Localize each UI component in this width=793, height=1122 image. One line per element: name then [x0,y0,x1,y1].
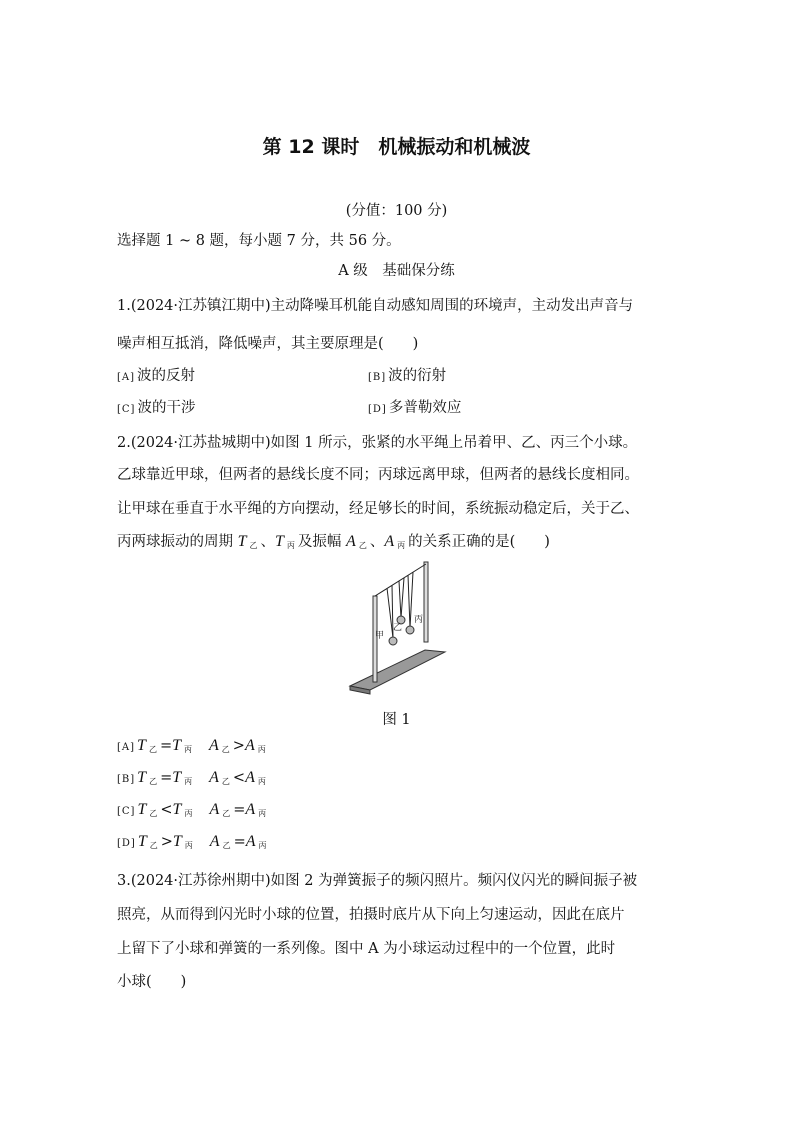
label-bing: 丙 [414,615,424,625]
label-jia: 甲 [375,631,385,641]
option-text: 波的反射 [137,368,196,384]
symbol: T [172,833,182,850]
option-tag: [D] [368,404,387,415]
ball-jia [389,637,397,645]
subscript: 乙 [149,841,158,850]
q2-line: 2.(2024·江苏盐城期中)如图 1 所示，张紧的水平绳上吊着甲、乙、丙三个小球。 [117,435,638,451]
symbol: A [244,737,255,754]
text: 的关系正确的是( ) [408,534,550,550]
symbol: A [384,533,395,550]
text: 及振幅 [297,534,347,550]
option-text: 波的衍射 [388,368,447,384]
q3-line: 上留下了小球和弹簧的一系列像。图中 A 为小球运动过程中的一个位置，此时 [117,941,616,957]
symbol: A [245,833,256,850]
q2-option-b[interactable] [117,769,269,787]
option-tag: [C] [117,404,136,415]
relation: < [232,770,246,786]
q3-line: 照亮，从而得到闪光时小球的位置，拍摄时底片从下向上匀速运动，因此在底片 [117,907,625,923]
q2-line: 让甲球在垂直于水平绳的方向摆动，经足够长的时间，系统振动稳定后，关于乙、 [117,501,639,517]
relation: > [232,738,245,754]
subscript: 乙 [222,809,231,818]
symbol: A [209,833,220,850]
symbol: A [346,533,356,550]
q1-line: 噪声相互抵消，降低噪声，其主要原理是( ) [117,336,419,352]
q2-option-c[interactable] [117,801,269,819]
option-tag: [D] [117,838,136,849]
level-heading: A 级 基础保分练 [338,263,455,279]
relation: = [160,770,173,786]
subscript: 丙 [184,809,193,818]
relation: < [160,802,173,818]
q1-option-b[interactable] [368,364,446,385]
q2-option-d[interactable] [117,833,270,851]
symbol: A [209,769,219,786]
subscript: 乙 [221,777,230,786]
option-tag: [A] [117,372,136,383]
symbol: T [172,801,182,818]
symbol: T [137,833,147,850]
option-text: 多普勒效应 [388,400,462,416]
q2-line [117,530,550,551]
subscript: 丙 [258,841,267,850]
pendulum-figure [345,558,455,698]
score-note: (分值：100 分) [345,203,448,219]
option-tag: [B] [368,372,387,383]
base-board [350,650,445,690]
symbol: T [172,769,182,786]
subscript: 丙 [258,809,267,818]
q1-option-a[interactable] [117,364,195,385]
symbol: T [137,769,147,786]
symbol: A [245,801,256,818]
subscript: 丙 [257,745,266,754]
subscript: 乙 [358,541,367,550]
subscript: 乙 [249,541,258,550]
subscript: 丙 [286,541,295,550]
q1-line: 1.(2024·江苏镇江期中)主动降噪耳机能自动感知周围的环境声，主动发出声音与 [117,298,634,314]
subscript: 乙 [148,745,157,754]
relation: = [233,802,246,818]
subscript: 丙 [184,841,193,850]
subscript: 乙 [222,841,231,850]
relation: = [159,738,173,754]
label-yi: 乙 [393,623,403,633]
symbol: T [237,533,247,550]
q2-option-a[interactable] [117,737,269,755]
q1-option-d[interactable] [368,396,461,417]
subscript: 乙 [221,745,230,754]
option-tag: [A] [117,742,136,753]
option-text: 波的干涉 [137,400,196,416]
symbol: A [209,801,220,818]
horizontal-rope [375,564,426,596]
ball-bing [406,626,414,634]
subscript: 丙 [257,777,266,786]
symbol: T [137,801,147,818]
figure-caption: 图 1 [382,712,411,728]
symbol: A [245,769,255,786]
relation: > [160,834,173,850]
symbol: T [172,737,181,754]
q3-line: 小球( ) [117,974,187,990]
text: 丙两球振动的周期 [117,534,238,550]
subscript: 乙 [149,777,158,786]
q3-line: 3.(2024·江苏徐州期中)如图 2 为弹簧振子的频闪照片。频闪仪闪光的瞬间振子被 [117,873,638,889]
subscript: 丙 [184,777,193,786]
relation: = [233,834,246,850]
symbol: T [275,533,284,550]
instruction: 选择题 1 ~ 8 题，每小题 7 分，共 56 分。 [117,233,401,249]
page-title: 第 12 课时 机械振动和机械波 [262,136,531,158]
q2-line: 乙球靠近甲球，但两者的悬线长度不同；丙球远离甲球，但两者的悬线长度相同。 [117,467,639,483]
text: 、 [369,534,385,550]
text: 、 [260,534,276,550]
option-tag: [C] [117,806,136,817]
symbol: T [137,737,146,754]
symbol: A [209,737,219,754]
subscript: 丙 [397,541,406,550]
subscript: 丙 [184,745,192,754]
subscript: 乙 [149,809,158,818]
option-tag: [B] [117,774,136,785]
q1-option-c[interactable] [117,396,195,417]
right-pole [424,562,428,642]
